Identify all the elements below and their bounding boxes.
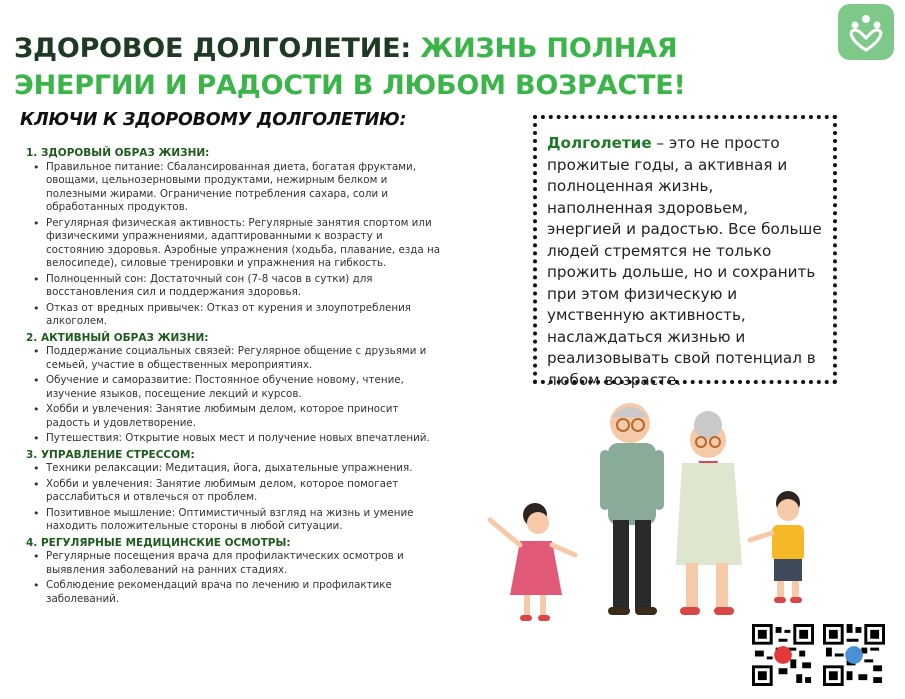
grandma-figure <box>676 411 742 615</box>
qr-code-icon <box>823 624 885 686</box>
boy-figure <box>750 491 804 603</box>
section-heading: 3. УПРАВЛЕНИЕ СТРЕССОМ: <box>26 448 195 461</box>
info-box <box>533 115 837 389</box>
list-item: • Обучение и саморазвитие: Постоянное обучение новому, чтение, изучение языков, посещение лекций и курсов. <box>26 374 446 401</box>
list-item: • Правильное питание: Сбалансированная диета, богатая фруктами, овощами, цельнозерновыми продуктами, нежирным белком и полезными жирами. Ограничение потребления сахара, соли и обработанных продуктов. <box>26 161 446 215</box>
grandpa-figure <box>600 403 664 615</box>
info-keyword: Долголетие <box>547 134 652 152</box>
section-list <box>26 462 446 534</box>
list-item: • Соблюдение рекомендаций врача по лечению и профилактике заболеваний. <box>26 579 446 606</box>
list-item: • Техники релаксации: Медитация, йога, дыхательные упражнения. <box>26 462 446 476</box>
list-item: • Хобби и увлечения: Занятие любимым делом, которое помогает расслабиться и отвлечься от проблем. <box>26 478 446 505</box>
qr-code-icon <box>752 624 814 686</box>
keys-list <box>26 146 446 608</box>
family-logo-icon <box>838 4 894 60</box>
info-text: – это не просто прожитые годы, а активная и полноценная жизнь, наполненная здоровьем, энергией и радостью. Все больше людей стремятся не только прожить дольше, но и сохранить при этом физическую и умственную активность, наслаждаться жизнью и реализовывать свой потенциал в любом возрасте. <box>547 134 822 389</box>
page-title <box>14 30 804 104</box>
list-item: • Поддержание социальных связей: Регулярное общение с друзьями и семьей, участие в общественных мероприятиях. <box>26 345 446 372</box>
list-item: • Путешествия: Открытие новых мест и получение новых впечатлений. <box>26 432 446 446</box>
family-illustration <box>480 395 820 625</box>
title-part-1: ЗДОРОВОЕ ДОЛГОЛЕТИЕ: <box>14 33 421 64</box>
section-heading: 4. РЕГУЛЯРНЫЕ МЕДИЦИНСКИЕ ОСМОТРЫ: <box>26 536 291 549</box>
section-heading: 2. АКТИВНЫЙ ОБРАЗ ЖИЗНИ: <box>26 331 209 344</box>
list-item: • Отказ от вредных привычек: Отказ от курения и злоупотребления алкоголем. <box>26 302 446 329</box>
list-item: • Регулярные посещения врача для профилактических осмотров и выявления заболеваний на ранних стадиях. <box>26 550 446 577</box>
section-list <box>26 345 446 446</box>
title-part-2: ЖИЗНЬ ПОЛНАЯ ЭНЕРГИИ И РАДОСТИ В ЛЮБОМ ВОЗРАСТЕ! <box>14 33 686 101</box>
section-subtitle: КЛЮЧИ К ЗДОРОВОМУ ДОЛГОЛЕТИЮ: <box>20 110 407 130</box>
list-item: • Регулярная физическая активность: Регулярные занятия спортом или физическими упражнениями, адаптированными к возрасту и состоянию здоровья. Аэробные упражнения (ходьба, плавание, езда на велосипеде), силовые тренировки и упражнения на гибкость. <box>26 217 446 271</box>
girl-figure <box>490 503 575 621</box>
section-list <box>26 161 446 329</box>
list-item: • Хобби и увлечения: Занятие любимым делом, которое приносит радость и удовлетворение. <box>26 403 446 430</box>
list-item: • Полноценный сон: Достаточный сон (7-8 часов в сутки) для восстановления сил и поддержания здоровья. <box>26 273 446 300</box>
list-item: • Позитивное мышление: Оптимистичный взгляд на жизнь и умение находить положительные стороны в любой ситуации. <box>26 507 446 534</box>
section-heading: 1. ЗДОРОВЫЙ ОБРАЗ ЖИЗНИ: <box>26 147 210 159</box>
section-list <box>26 550 446 606</box>
